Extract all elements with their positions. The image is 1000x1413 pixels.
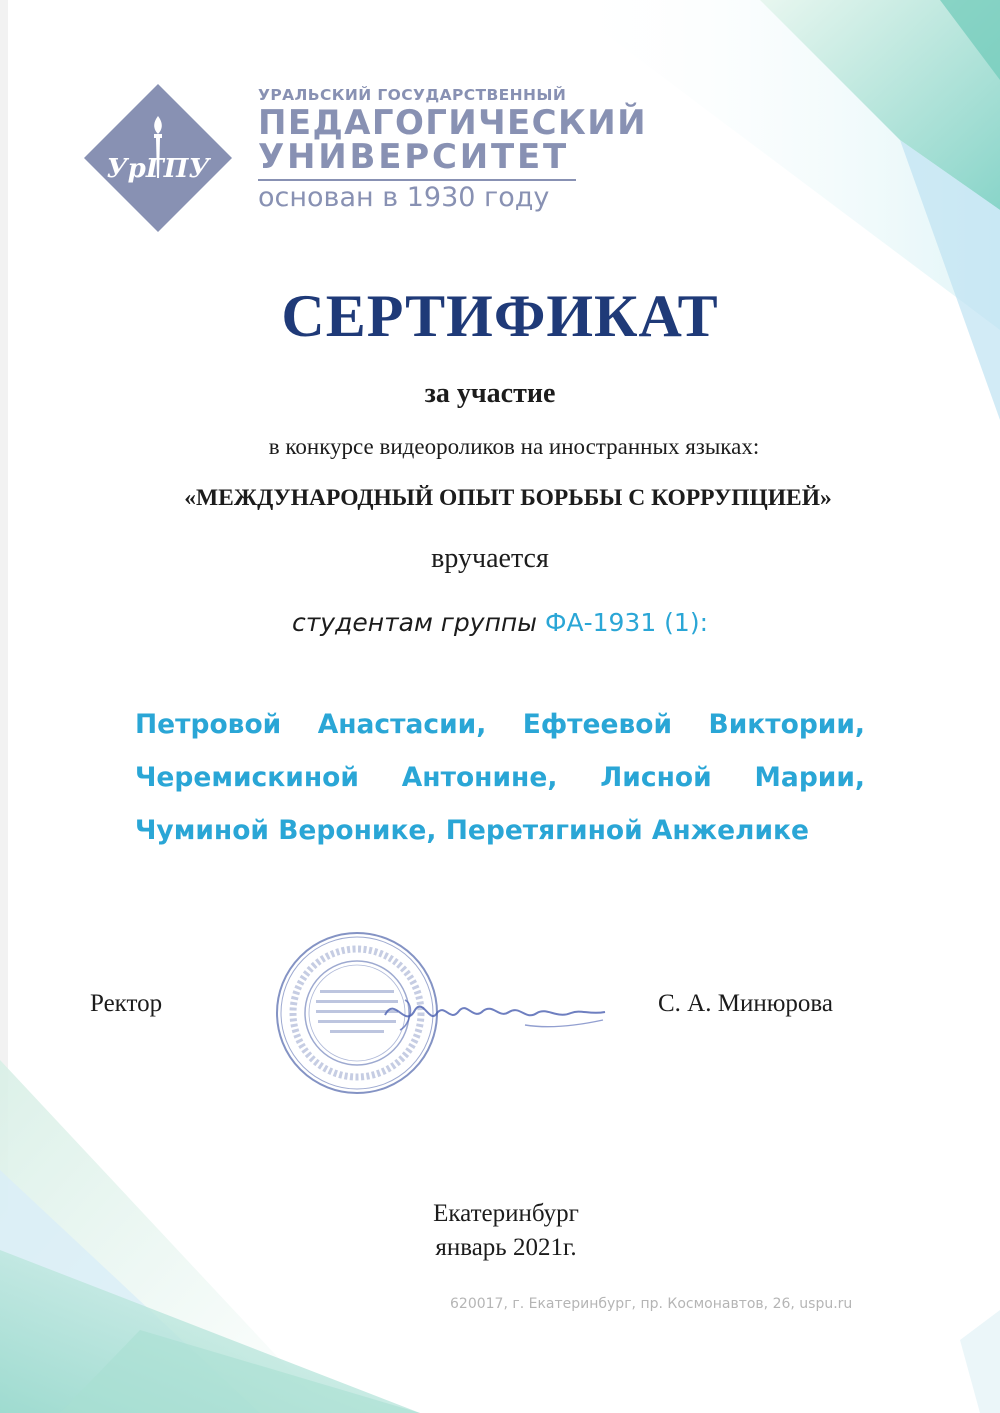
- bottom-right-shape: [960, 1310, 1000, 1413]
- recipient-names: [135, 698, 865, 857]
- issue-date: январь 2021г.: [435, 1234, 577, 1261]
- rector-label: Ректор: [90, 990, 163, 1017]
- university-logo-text: [258, 86, 647, 215]
- awarded-text: вручается: [431, 543, 549, 574]
- recipient-names-line: Чуминой Веронике, Перетягиной Анжелике: [135, 815, 809, 846]
- city: Екатеринбург: [433, 1200, 579, 1227]
- rector-name: С. А. Минюрова: [658, 990, 833, 1017]
- certificate-title: СЕРТИФИКАТ: [281, 283, 719, 349]
- recipient-names-line: Петровой Анастасии, Ефтеевой Виктории,: [135, 709, 865, 740]
- postal-address: 620017, г. Екатеринбург, пр. Космонавтов, 26, uspu.ru: [450, 1296, 853, 1312]
- for-participation-text: за участие: [424, 378, 556, 409]
- group-code: ФА-1931 (1):: [544, 608, 709, 637]
- logo-founded: основан в 1930 году: [258, 182, 550, 213]
- emblem-text: УрГПУ: [106, 154, 210, 184]
- students-group-line: [0, 608, 1000, 637]
- handwritten-signature: [375, 985, 615, 1045]
- contest-name: «МЕЖДУНАРОДНЫЙ ОПЫТ БОРЬБЫ С КОРРУПЦИЕЙ»: [184, 485, 832, 511]
- recipient-names-line: Черемискиной Антонине, Лисной Марии,: [135, 762, 865, 793]
- university-torch-emblem-icon: [82, 82, 234, 234]
- logo-line3: УНИВЕРСИТЕТ: [258, 137, 570, 177]
- logo-line1: УРАЛЬСКИЙ ГОСУДАРСТВЕННЫЙ: [258, 86, 567, 104]
- logo-line2: ПЕДАГОГИЧЕСКИЙ: [258, 103, 647, 143]
- contest-description: в конкурсе видеороликов на иностранных языках:: [268, 434, 760, 459]
- students-label: студентам группы: [291, 608, 538, 637]
